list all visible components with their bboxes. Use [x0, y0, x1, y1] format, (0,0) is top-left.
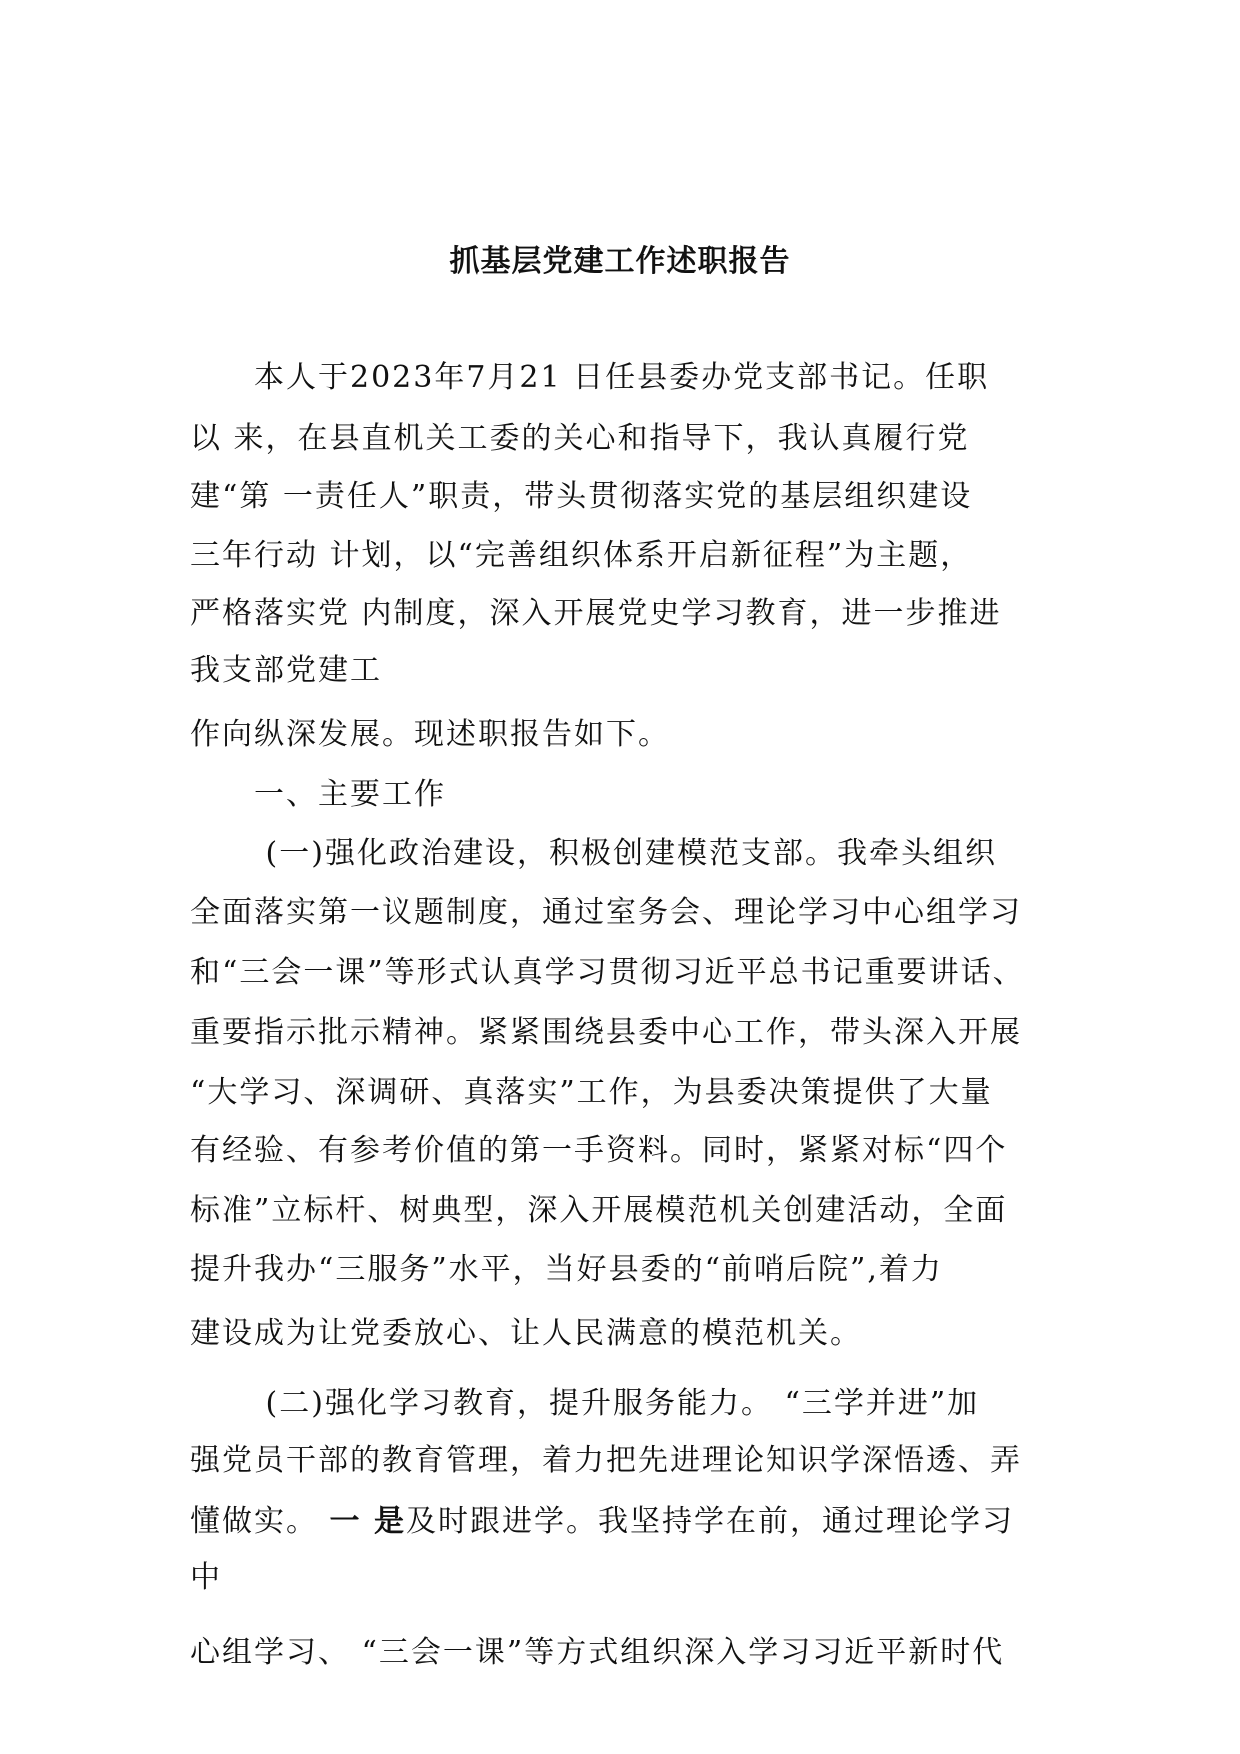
paragraph-line: 作向纵深发展。现述职报告如下。 — [190, 717, 670, 752]
paragraph-line: 建设成为让党委放心、让人民满意的模范机关。 — [190, 1316, 862, 1351]
paragraph-text: 懂做实。 — [190, 1504, 330, 1539]
paragraph-line: 提升我办“三服务”水平，当好县委的“前哨后院”,着力 — [190, 1252, 943, 1287]
paragraph-line: 强党员干部的教育管理，着力把先进理论知识学深悟透、弄 — [190, 1443, 1022, 1478]
paragraph-line: 建“第 一责任人”职责，带头贯彻落实党的基层组织建设 — [190, 479, 973, 514]
paragraph-line: 本人于2023年7月21 日任县委办党支部书记。任职 — [190, 360, 990, 395]
paragraph-line: 和“三会一课”等形式认真学习贯彻习近平总书记重要讲话、 — [190, 955, 1025, 990]
paragraph-line: 重要指示批示精神。紧紧围绕县委中心工作，带头深入开展 — [190, 1015, 1022, 1050]
paragraph-line: 有经验、有参考价值的第一手资料。同时，紧紧对标“四个 — [190, 1133, 1008, 1168]
paragraph-line: (二)强化学习教育，提升服务能力。 “三学并进”加 — [190, 1386, 980, 1421]
paragraph-text: 及时跟进学。我坚持学在前，通过理论学习 — [406, 1504, 1014, 1539]
paragraph-line: 我支部党建工 — [190, 653, 382, 688]
paragraph-line: 严格落实党 内制度，深入开展党史学习教育，进一步推进 — [190, 596, 1002, 631]
paragraph-line: “大学习、深调研、真落实”工作，为县委决策提供了大量 — [190, 1075, 993, 1110]
paragraph-line: 中 — [190, 1560, 222, 1595]
document-title: 抓基层党建工作述职报告 — [449, 244, 791, 279]
paragraph-line-mixed — [190, 1502, 1014, 1542]
emphasis-text: 一 是 — [329, 1504, 406, 1539]
paragraph-line: 三年行动 计划，以“完善组织体系开启新征程”为主题， — [190, 538, 973, 573]
paragraph-line: 心组学习、 “三会一课”等方式组织深入学习习近平新时代 — [190, 1635, 1005, 1670]
paragraph-line: 以 来，在县直机关工委的关心和指导下，我认真履行党 — [190, 421, 970, 456]
paragraph-line: 全面落实第一议题制度，通过室务会、理论学习中心组学习 — [190, 895, 1022, 930]
section-heading: 一、主要工作 — [190, 777, 446, 812]
paragraph-line: (一)强化政治建设，积极创建模范支部。我牵头组织 — [190, 836, 997, 871]
paragraph-line: 标准”立标杆、树典型，深入开展模范机关创建活动，全面 — [190, 1193, 1008, 1228]
